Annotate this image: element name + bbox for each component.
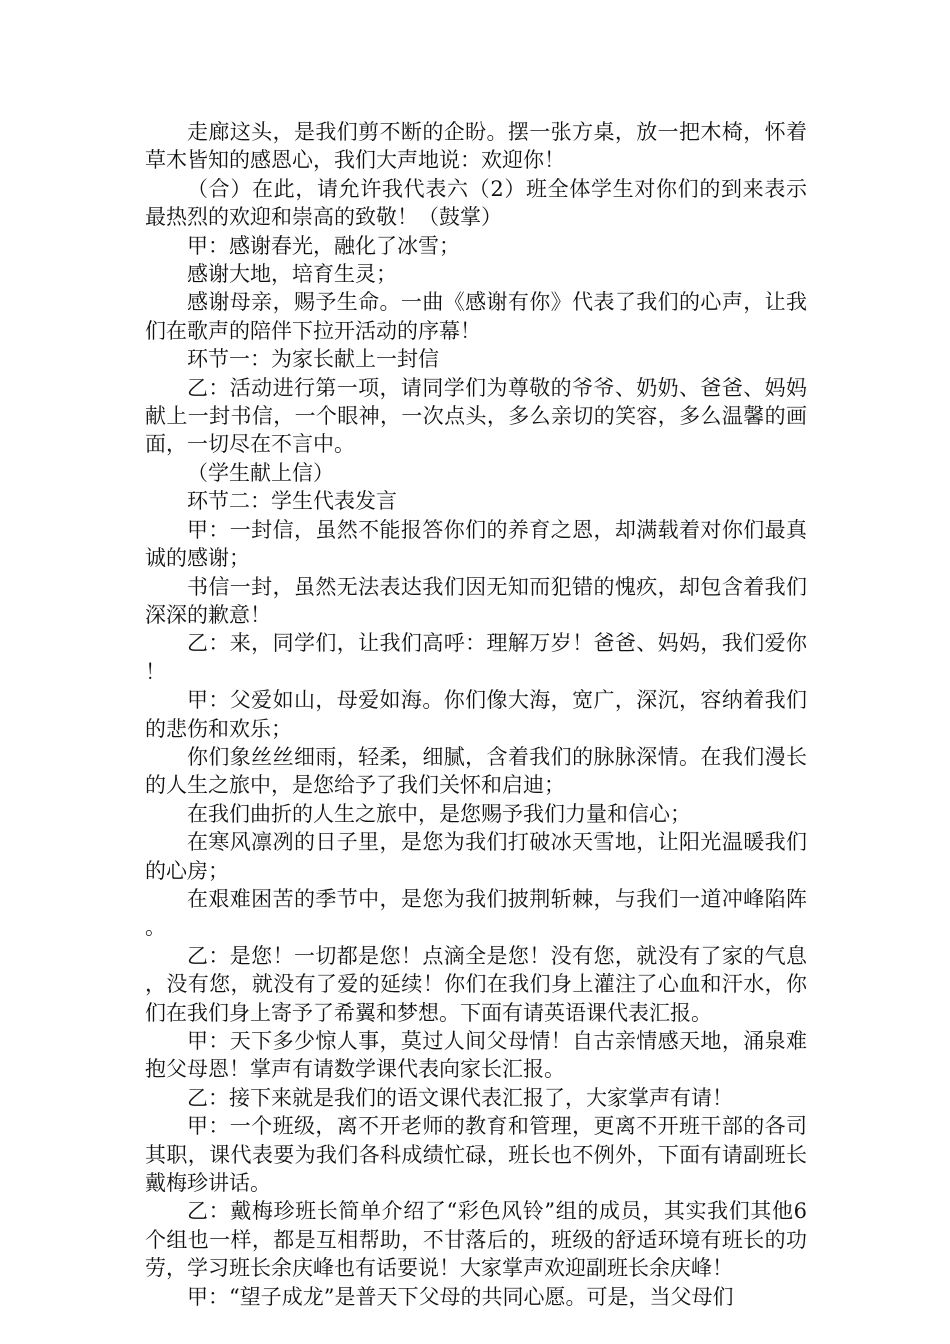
paragraph-math-report: 甲：天下多少惊人事，莫过人间父母情！自古亲情感天地，涌泉难抱父母恩！掌声有请数学课代表向家长汇报。 (145, 1029, 807, 1082)
paragraph-thanks-earth: 感谢大地，培育生灵； (187, 262, 397, 287)
paragraph-letter-gratitude: 甲：一封信，虽然不能报答你们的养育之恩，却满载着对你们最真诚的感谢； (145, 517, 807, 571)
paragraph-cheer: 乙：来，同学们，让我们高呼：理解万岁！爸爸、妈妈，我们爱你！ (145, 631, 807, 684)
paragraph-it-is-you: 乙：是您！一切都是您！点滴全是您！没有您，就没有了家的气息，没有您，就没有了爱的延续！你们在我们身上灌注了心血和汗水，你们在我们身上寄予了希翼和梦想。下面有请英语课代表汇报。 (145, 943, 807, 1025)
paragraph-cold-wind: 在寒风凛冽的日子里，是您为我们打破冰天雪地，让阳光温暖我们的心房； (145, 830, 807, 883)
paragraph-letter-apology: 书信一封，虽然无法表达我们因无知而犯错的愧疚，却包含着我们深深的歉意！ (145, 574, 807, 627)
stage-direction-letter: （学生献上信） (187, 460, 334, 485)
paragraph-strength: 在我们曲折的人生之旅中，是您赐予我们力量和信心； (187, 801, 691, 826)
paragraph-hardship: 在艰难困苦的季节中，是您为我们披荆斩棘，与我们一道冲峰陷阵。 (145, 886, 807, 940)
paragraph-class-leaders: 甲：一个班级，离不开老师的教育和管理，更离不开班干部的各司其职，课代表要为我们各科成绩忙碌，班长也不例外，下面有请副班长戴梅珍讲话。 (145, 1114, 807, 1196)
paragraph-parental-love: 甲：父爱如山，母爱如海。你们像大海，宽广，深沉，容纳着我们的悲伤和欢乐； (145, 688, 807, 741)
section-heading-one: 环节一：为家长献上一封信 (187, 347, 439, 372)
paragraph-parents-wish: 甲：“望子成龙”是普天下父母的共同心愿。可是，当父母们 (187, 1284, 734, 1309)
paragraph-wind-chime-group: 乙：戴梅珍班长简单介绍了“彩色风铃”组的成员，其实我们其他6个组也一样，都是互相帮助，不甘落后的，班级的舒适环境有班长的功劳，学习班长余庆峰也有话要说！大家掌声欢迎副班长余庆峰！ (145, 1199, 807, 1281)
section-heading-two: 环节二：学生代表发言 (187, 489, 397, 514)
paragraph-chinese-report: 乙：接下来就是我们的语文课代表汇报了，大家掌声有请！ (187, 1085, 733, 1110)
document-body (145, 118, 807, 1311)
paragraph-greeting: （合）在此，请允许我代表六（2）班全体学生对你们的到来表示最热烈的欢迎和崇高的致敬！（鼓掌） (145, 176, 807, 230)
paragraph-welcome: 走廊这头，是我们剪不断的企盼。摆一张方桌，放一把木椅，怀着草木皆知的感恩心，我们大声地说：欢迎你！ (145, 120, 807, 173)
paragraph-thanks-mother: 感谢母亲，赐予生命。一曲《感谢有你》代表了我们的心声，让我们在歌声的陪伴下拉开活动的序幕！ (145, 290, 807, 343)
paragraph-thanks-spring: 甲：感谢春光，融化了冰雪； (187, 233, 460, 258)
paragraph-letter-activity: 乙：活动进行第一项，请同学们为尊敬的爷爷、奶奶、爸爸、妈妈献上一封书信，一个眼神，一次点头，多么亲切的笑容，多么温馨的画面，一切尽在不言中。 (145, 375, 807, 457)
paragraph-gentle-rain: 你们象丝丝细雨，轻柔，细腻，含着我们的脉脉深情。在我们漫长的人生之旅中，是您给予了我们关怀和启迪； (145, 744, 807, 798)
